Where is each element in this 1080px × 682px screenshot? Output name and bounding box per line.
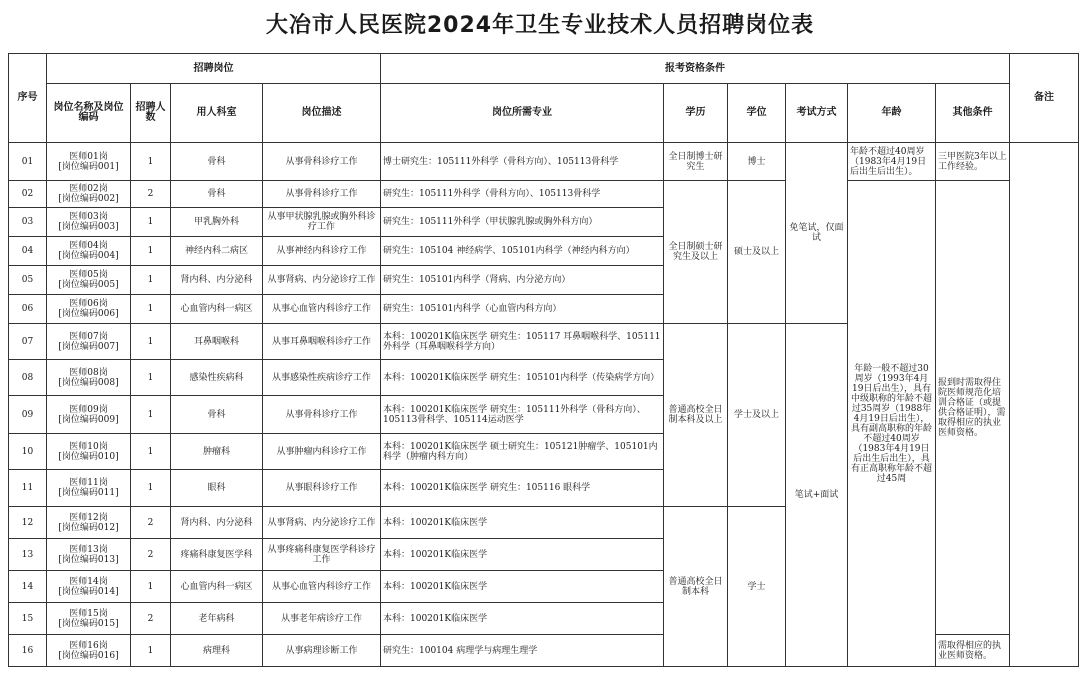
- row-post-name: [47, 507, 131, 539]
- header-major: 岗位所需专业: [381, 84, 664, 143]
- row-count: 1: [131, 396, 171, 434]
- row-count: 1: [131, 360, 171, 396]
- row-count: 2: [131, 181, 171, 208]
- post-code-text: [岗位编码004]: [58, 251, 119, 261]
- post-code-text: [岗位编码010]: [58, 451, 119, 462]
- row-post-name: [47, 470, 131, 507]
- other-cell: 需取得相应的执业医师资格。: [936, 635, 1010, 667]
- row-seq: 10: [9, 434, 47, 470]
- row-desc: 从事心血管内科诊疗工作: [263, 571, 381, 603]
- header-desc: 岗位描述: [263, 84, 381, 143]
- row-seq: 06: [9, 295, 47, 324]
- post-code-text: [岗位编码015]: [58, 618, 119, 629]
- row-dept: 甲乳胸外科: [171, 208, 263, 237]
- row-desc: 从事骨科诊疗工作: [263, 181, 381, 208]
- page-title: 大冶市人民医院2024年卫生专业技术人员招聘岗位表: [265, 13, 815, 38]
- row-dept: 肾内科、内分泌科: [171, 266, 263, 295]
- row-post-name: [47, 143, 131, 181]
- row-desc: 从事眼科诊疗工作: [263, 470, 381, 507]
- exam-cell: 免笔试，仅面试: [786, 143, 848, 324]
- row-count: 1: [131, 237, 171, 266]
- post-code-text: [岗位编码009]: [58, 414, 119, 425]
- row-seq: 09: [9, 396, 47, 434]
- post-code-text: [岗位编码013]: [58, 554, 119, 565]
- post-name-text: 医师14岗: [69, 576, 108, 587]
- row-post-name: [47, 237, 131, 266]
- post-code-text: [岗位编码005]: [58, 280, 119, 290]
- row-post-name: [47, 295, 131, 324]
- row-major: 本科：100201K临床医学: [381, 507, 664, 539]
- header-dept: 用人科室: [171, 84, 263, 143]
- row-desc: 从事老年病诊疗工作: [263, 603, 381, 635]
- row-post-name: [47, 539, 131, 571]
- row-desc: 从事骨科诊疗工作: [263, 143, 381, 181]
- post-name-text: 医师01岗: [69, 151, 108, 162]
- row-major: 研究生：105101内科学（肾病、内分泌方向）: [381, 266, 664, 295]
- row-major: 博士研究生：105111外科学（骨科方向）、105113骨科学: [381, 143, 664, 181]
- age-cell: 年龄不超过40周岁（1983年4月19日后出生后出生）。: [848, 143, 936, 181]
- row-desc: 从事肿瘤内科诊疗工作: [263, 434, 381, 470]
- row-desc: 从事病理诊断工作: [263, 635, 381, 667]
- row-desc: 从事肾病、内分泌诊疗工作: [263, 266, 381, 295]
- row-seq: 01: [9, 143, 47, 181]
- degree-cell: 学士: [728, 507, 786, 667]
- post-code-text: [岗位编码012]: [58, 522, 119, 533]
- row-count: 1: [131, 571, 171, 603]
- row-desc: 从事心血管内科诊疗工作: [263, 295, 381, 324]
- table-row: [9, 143, 1079, 181]
- edu-cell: 全日制硕士研究生及以上: [664, 181, 728, 324]
- row-dept: 骨科: [171, 181, 263, 208]
- row-seq: 12: [9, 507, 47, 539]
- row-count: 1: [131, 266, 171, 295]
- row-dept: 感染性疾病科: [171, 360, 263, 396]
- row-seq: 02: [9, 181, 47, 208]
- row-major: 研究生：100104 病理学与病理生理学: [381, 635, 664, 667]
- row-dept: 骨科: [171, 396, 263, 434]
- row-count: 1: [131, 143, 171, 181]
- row-post-name: [47, 635, 131, 667]
- post-name-text: 医师03岗: [69, 212, 108, 222]
- header-remark: 备注: [1010, 54, 1079, 143]
- row-post-name: [47, 603, 131, 635]
- post-code-text: [岗位编码003]: [58, 222, 119, 232]
- row-seq: 11: [9, 470, 47, 507]
- row-major: 研究生：105111外科学（甲状腺乳腺或胸外科方向）: [381, 208, 664, 237]
- row-seq: 13: [9, 539, 47, 571]
- row-dept: 肾内科、内分泌科: [171, 507, 263, 539]
- row-count: 1: [131, 470, 171, 507]
- post-name-text: 医师06岗: [69, 299, 108, 309]
- row-seq: 16: [9, 635, 47, 667]
- post-name-text: 医师04岗: [69, 241, 108, 251]
- row-seq: 07: [9, 324, 47, 360]
- post-name-text: 医师13岗: [69, 544, 108, 555]
- post-name-text: 医师08岗: [69, 367, 108, 378]
- row-major: 研究生：105104 神经病学、105101内科学（神经内科方向）: [381, 237, 664, 266]
- row-desc: 从事耳鼻咽喉科诊疗工作: [263, 324, 381, 360]
- header-age: 年龄: [848, 84, 936, 143]
- row-major: 本科：100201K临床医学 硕士研究生：105121肿瘤学、105101内科学（肿瘤内科方向）: [381, 434, 664, 470]
- table-row: [9, 181, 1079, 208]
- post-name-text: 医师12岗: [69, 512, 108, 523]
- row-seq: 08: [9, 360, 47, 396]
- row-post-name: [47, 571, 131, 603]
- row-post-name: [47, 434, 131, 470]
- header-post-name: 岗位名称及岗位编码: [47, 84, 131, 143]
- degree-cell: 硕士及以上: [728, 181, 786, 324]
- post-code-text: [岗位编码014]: [58, 586, 119, 597]
- row-count: 2: [131, 603, 171, 635]
- post-name-text: 医师16岗: [69, 640, 108, 651]
- other-cell: 三甲医院3年以上工作经验。: [936, 143, 1010, 181]
- row-count: 1: [131, 434, 171, 470]
- row-desc: 从事神经内科诊疗工作: [263, 237, 381, 266]
- header-group-requirements: 报考资格条件: [381, 54, 1010, 84]
- row-dept: 老年病科: [171, 603, 263, 635]
- row-desc: 从事肾病、内分泌诊疗工作: [263, 507, 381, 539]
- row-dept: 眼科: [171, 470, 263, 507]
- row-dept: 神经内科二病区: [171, 237, 263, 266]
- row-count: 2: [131, 539, 171, 571]
- degree-cell: 博士: [728, 143, 786, 181]
- row-count: 1: [131, 208, 171, 237]
- header-other: 其他条件: [936, 84, 1010, 143]
- post-code-text: [岗位编码001]: [58, 161, 119, 172]
- edu-cell: 普通高校全日制本科: [664, 507, 728, 667]
- post-code-text: [岗位编码006]: [58, 309, 119, 319]
- post-code-text: [岗位编码002]: [58, 194, 119, 204]
- row-seq: 15: [9, 603, 47, 635]
- post-name-text: 医师09岗: [69, 404, 108, 415]
- row-post-name: [47, 266, 131, 295]
- remark-cell: [1010, 143, 1079, 667]
- row-desc: 从事感染性疾病诊疗工作: [263, 360, 381, 396]
- edu-cell: 普通高校全日制本科及以上: [664, 324, 728, 507]
- post-code-text: [岗位编码007]: [58, 341, 119, 352]
- row-post-name: [47, 396, 131, 434]
- post-name-text: 医师02岗: [69, 184, 108, 194]
- row-count: 1: [131, 295, 171, 324]
- post-name-text: 医师05岗: [69, 270, 108, 280]
- row-desc: 从事甲状腺乳腺或胸外科诊疗工作: [263, 208, 381, 237]
- row-seq: 04: [9, 237, 47, 266]
- row-dept: 心血管内科一病区: [171, 295, 263, 324]
- header-seq: 序号: [9, 54, 47, 143]
- degree-cell: 学士及以上: [728, 324, 786, 507]
- row-seq: 03: [9, 208, 47, 237]
- row-seq: 05: [9, 266, 47, 295]
- post-name-text: 医师07岗: [69, 331, 108, 342]
- row-dept: 耳鼻咽喉科: [171, 324, 263, 360]
- row-major: 本科：100201K临床医学 研究生：105117 耳鼻咽喉科学、105111外科学（耳鼻咽喉科学方向）: [381, 324, 664, 360]
- row-post-name: [47, 181, 131, 208]
- row-dept: 骨科: [171, 143, 263, 181]
- row-desc: 从事疼痛科康复医学科诊疗工作: [263, 539, 381, 571]
- row-desc: 从事骨科诊疗工作: [263, 396, 381, 434]
- exam-cell: 笔试+面试: [786, 324, 848, 667]
- age-cell: 年龄一般不超过30周岁（1993年4月19日后出生），具有中级职称的年龄不超过35周岁（1988年4月19日后出生），具有副高职称的年龄不超过40周岁（1983年4月19日后出生后出生），具有正高职称年龄不超过45周: [848, 181, 936, 667]
- header-count: 招聘人数: [131, 84, 171, 143]
- row-dept: 病理科: [171, 635, 263, 667]
- row-count: 1: [131, 324, 171, 360]
- row-major: 研究生：105111外科学（骨科方向）、105113骨科学: [381, 181, 664, 208]
- row-count: 1: [131, 635, 171, 667]
- row-post-name: [47, 208, 131, 237]
- header-exam: 考试方式: [786, 84, 848, 143]
- post-name-text: 医师15岗: [69, 608, 108, 619]
- post-name-text: 医师10岗: [69, 441, 108, 452]
- row-dept: 心血管内科一病区: [171, 571, 263, 603]
- post-code-text: [岗位编码016]: [58, 650, 119, 661]
- row-count: 2: [131, 507, 171, 539]
- edu-cell: 全日制博士研究生: [664, 143, 728, 181]
- post-code-text: [岗位编码011]: [58, 488, 119, 498]
- row-major: 本科：100201K临床医学: [381, 603, 664, 635]
- row-dept: 疼痛科康复医学科: [171, 539, 263, 571]
- row-major: 研究生：105101内科学（心血管内科方向）: [381, 295, 664, 324]
- header-group-post: 招聘岗位: [47, 54, 381, 84]
- row-major: 本科：100201K临床医学 研究生：105116 眼科学: [381, 470, 664, 507]
- row-seq: 14: [9, 571, 47, 603]
- post-code-text: [岗位编码008]: [58, 377, 119, 388]
- header-degree: 学位: [728, 84, 786, 143]
- recruitment-table: [8, 53, 1079, 667]
- row-major: 本科：100201K临床医学: [381, 571, 664, 603]
- header-edu: 学历: [664, 84, 728, 143]
- row-major: 本科：100201K临床医学 研究生：105111外科学（骨科方向）、105113骨科学、105114运动医学: [381, 396, 664, 434]
- row-dept: 肿瘤科: [171, 434, 263, 470]
- row-post-name: [47, 360, 131, 396]
- row-major: 本科：100201K临床医学 研究生：105101内科学（传染病学方向）: [381, 360, 664, 396]
- row-post-name: [47, 324, 131, 360]
- post-name-text: 医师11岗: [69, 478, 108, 488]
- row-major: 本科：100201K临床医学: [381, 539, 664, 571]
- other-cell: 报到时需取得住院医师规范化培训合格证（或提供合格证明），需取得相应的执业医师资格。: [936, 181, 1010, 635]
- table-body: [9, 143, 1079, 667]
